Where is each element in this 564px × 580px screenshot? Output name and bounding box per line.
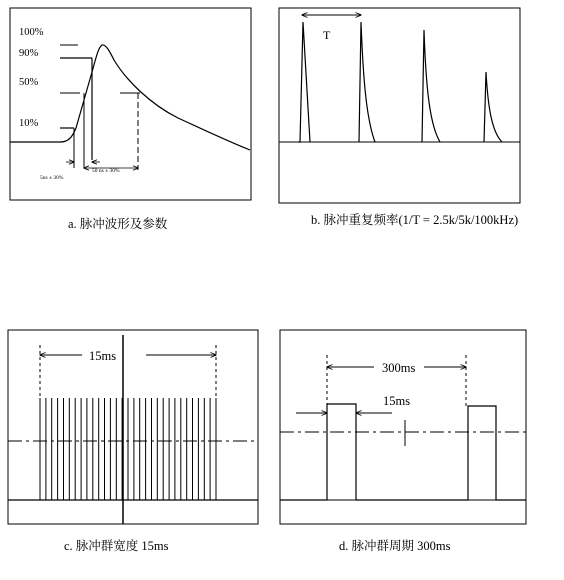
panel-a-waveform (10, 8, 251, 200)
panel-d-burst-1 (280, 404, 356, 500)
panel-b-spike-1 (298, 22, 310, 142)
panel-b-spike-4 (484, 72, 502, 142)
period-label: T (323, 28, 331, 42)
panel-d-burst-2 (356, 406, 526, 500)
level-90-label: 90% (19, 48, 39, 59)
panel-d-burst-period (280, 330, 526, 524)
panel-d-caption: d. 脉冲群周期 300ms (339, 539, 451, 553)
burst-width-label-d: 15ms (383, 394, 411, 408)
panel-a-caption: a. 脉冲波形及参数 (68, 217, 168, 231)
panel-b-frame (279, 8, 520, 203)
panel-d-frame (280, 330, 526, 524)
panel-b-spike-3 (422, 30, 440, 142)
burst-pulse-lines (40, 398, 216, 500)
level-50-label: 50% (19, 77, 39, 88)
level-10-label: 10% (19, 118, 39, 129)
panel-c-burst-width (8, 330, 258, 524)
rise-time-label: 5ns ± 30% (40, 175, 64, 181)
panel-a-pulse-curve (10, 45, 250, 150)
panel-a-frame (10, 8, 251, 200)
panel-b-spike-2 (359, 22, 375, 142)
panel-c-caption: c. 脉冲群宽度 15ms (64, 539, 169, 553)
level-100-label: 100% (19, 27, 44, 38)
panel-b-caption: b. 脉冲重复频率(1/T = 2.5k/5k/100kHz) (311, 213, 519, 227)
burst-width-label: 15ms (89, 349, 117, 363)
burst-period-label: 300ms (382, 361, 416, 375)
pulse-width-label: 50 ns ± 30% (92, 168, 120, 174)
panel-b-repetition (279, 8, 520, 203)
